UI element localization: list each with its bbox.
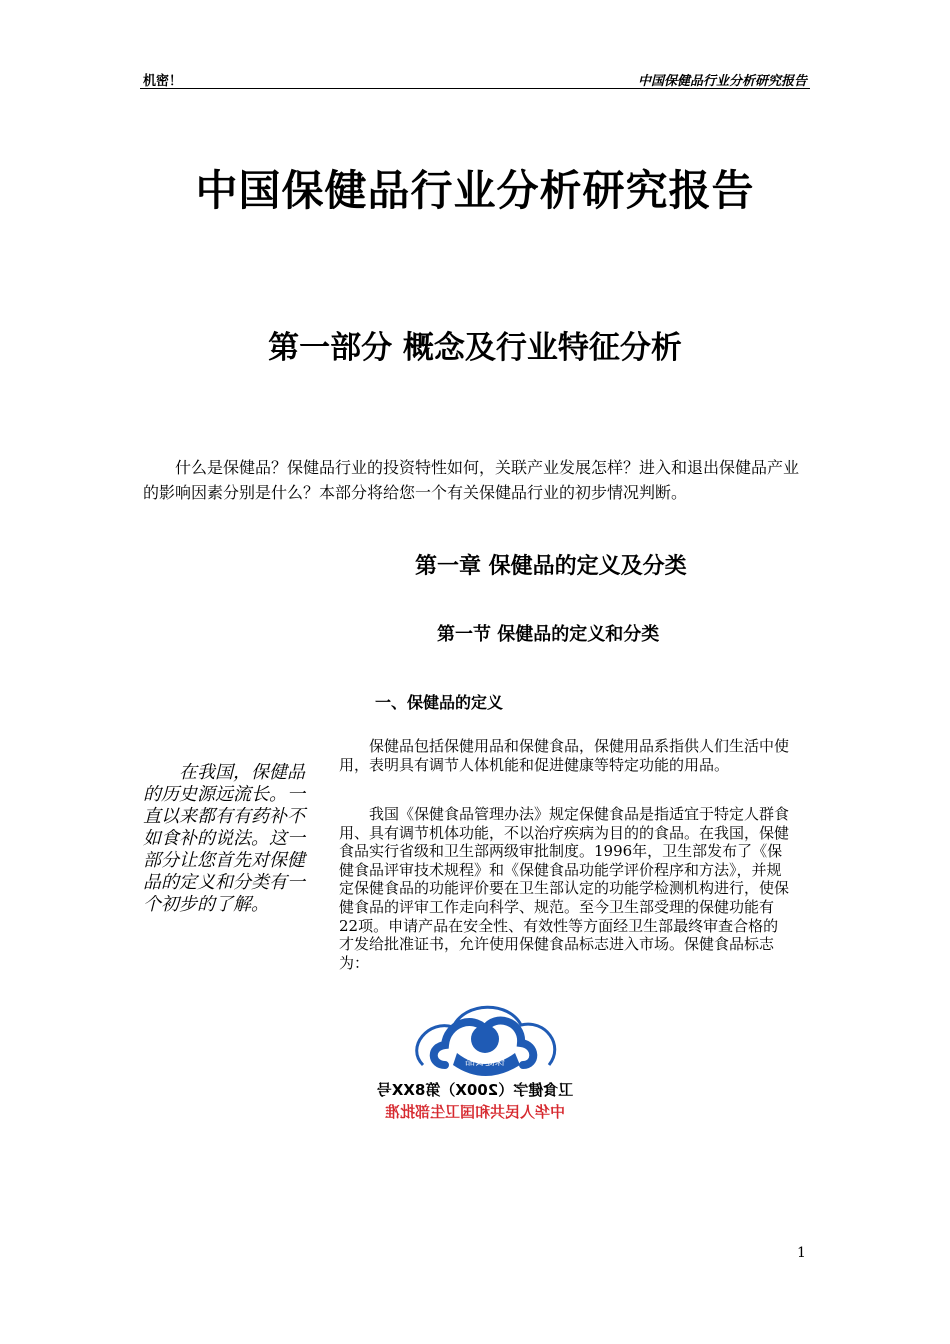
part-title: 第一部分 概念及行业特征分析 xyxy=(268,330,682,366)
header-confidential: 机密！ xyxy=(143,74,183,89)
sidebar-note: 在我国，保健品的历史源远流长。一直以来都有有药补不如食补的说法。这一部分让您首先对保健品的定义和分类有一个初步的了解。 xyxy=(143,762,305,915)
document-title: 中国保健品行业分析研究报告 xyxy=(195,166,755,215)
logo-badge-text: 保健食品 xyxy=(465,1057,505,1068)
section-title: 第一节 保健品的定义和分类 xyxy=(437,624,660,645)
logo-center-dot xyxy=(471,1025,499,1053)
chapter-title: 第一章 保健品的定义及分类 xyxy=(415,554,687,579)
health-food-logo xyxy=(345,995,605,1130)
logo-approval-number: 卫食健字（200X）第8XX号 xyxy=(376,1081,574,1099)
intro-paragraph: 什么是保健品？保健品行业的投资特性如何，关联产业发展怎样？进入和退出保健品产业的影响因素分别是什么？本部分将给您一个有关保健品行业的初步情况判断。 xyxy=(143,458,800,502)
page-number: 1 xyxy=(797,1245,806,1261)
header-report-title: 中国保健品行业分析研究报告 xyxy=(637,74,807,89)
body-paragraph-2: 我国《保健食品管理办法》规定保健食品是指适宜于特定人群食用、具有调节机体功能，不以治疗疾病为目的的食品。在我国，保健食品实行省级和卫生部两级审批制度。1996年，卫生部发布了《保健食品评审技术规程》和《保健食品功能学评价程序和方法》，并规定保健食品的功能评价要在卫生部认定的功能学检测机构进行，使保健食品的评审工作走向科学、规范。至今卫生部受理的保健功能有22项。申请产品在安全性、有效性等方面经卫生部最终审查合格的才发给批准证书，允许使用保健食品标志进入市场。保健食品标志为： xyxy=(339,805,790,972)
header-divider xyxy=(140,88,810,89)
logo-approval-authority: 中华人民共和国卫生部批准 xyxy=(384,1103,566,1121)
body-paragraph-1: 保健品包括保健用品和保健食品，保健用品系指供人们生活中使用，表明具有调节人体机能和促进健康等特定功能的用品。 xyxy=(339,737,790,774)
subsection-title: 一、保健品的定义 xyxy=(375,693,504,712)
